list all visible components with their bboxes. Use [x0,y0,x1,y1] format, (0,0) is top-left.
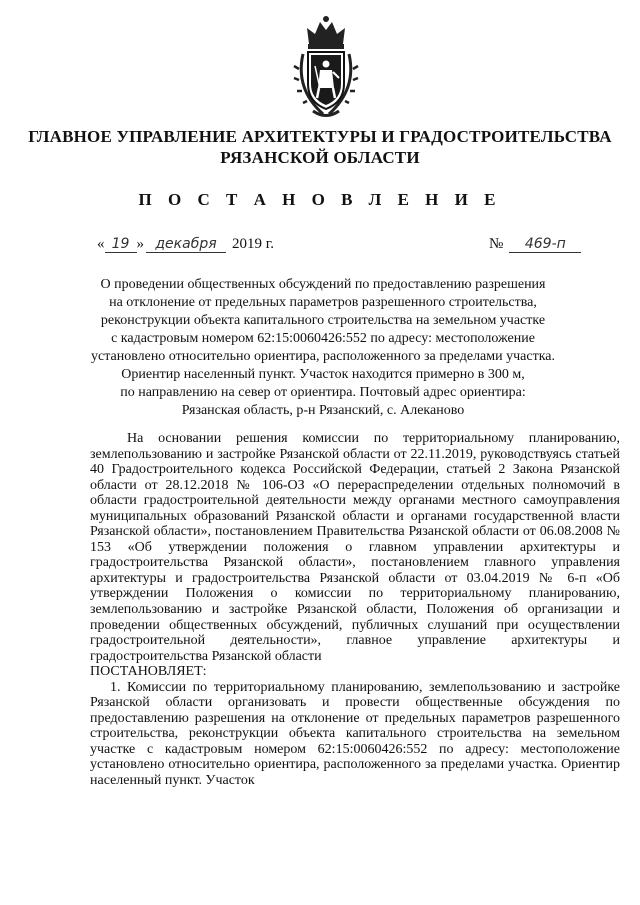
title-line: установлено относительно ориентира, расположенного за пределами участка. [90,349,556,364]
number-label: № [489,236,504,252]
title-line: по направлению на север от ориентира. Почтовый адрес ориентира: [120,385,526,400]
title-line: реконструкции объекта капитального строительства на земельном участке [100,313,546,328]
clause-1: 1. Комиссии по территориальному планированию, землепользованию и застройке Рязанской области организовать и провести общественные обсуждения по предоставлению разрешения на отклонение от предельных параметров разрешенного строительства, реконструкции объекта капитального строительства на земельном участке с кадастровым номером 62:15:0060426:552 по адресу: местоположение установлено относительно ориентира, расположенного за пределами участка. Ориентир населенный пункт. Участок [90,679,620,789]
ryazan-coat-of-arms-icon [293,14,359,122]
document-title [80,276,566,420]
title-line: Рязанская область, р-н Рязанский, с. Алеканово [181,403,465,418]
document-body [90,431,620,789]
title-line: Ориентир населенный пункт. Участок находится примерно в 300 м, [121,367,525,382]
date-day-handwritten: 19 [105,236,137,253]
title-line: с кадастровым номером 62:15:0060426:552 по адресу: местоположение [111,331,535,346]
document-type-heading: П О С Т А Н О В Л Е Н И Е [138,190,502,209]
preamble-paragraph: На основании решения комиссии по территориальному планированию, землепользованию и застройке Рязанской области от 22.11.2019, руководствуясь статьей 40 Градостроительного кодекса Российской Федерации, статьей 2 Закона Рязанской области от 28.12.2018 № 106-ОЗ «О перераспределении отдельных полномочий в области градостроительной деятельности между органами местного самоуправления муниципальных образований Рязанской области и органами государственной власти Рязанской области», постановлением Правительства Рязанской области от 06.08.2008 № 153 «Об утверждении положения о главном управлении архитектуры и градостроительства Рязанской области», постановлением главного управления архитектуры и градостроительства Рязанской области от 03.04.2019 № 6-п «Об утверждении Положения о комиссии по территориальному планированию, землепользованию и застройке Рязанской области, Положения об организации и проведении общественных обсуждений, публичных слушаний при осуществлении градостроительной деятельности», главное управление архитектуры и градостроительства Рязанской области [90,431,620,664]
organization-name: ГЛАВНОЕ УПРАВЛЕНИЕ АРХИТЕКТУРЫ И ГРАДОСТРОИТЕЛЬСТВА [28,127,612,146]
date-close-quote: » [136,236,144,252]
title-line: на отклонение от предельных параметров разрешенного строительства, [109,295,537,310]
date-year: 2019 г. [232,236,274,252]
resolves-heading: ПОСТАНОВЛЯЕТ: [90,664,207,680]
organization-region: РЯЗАНСКОЙ ОБЛАСТИ [220,148,420,167]
document-number [489,236,581,253]
date-month-handwritten: декабря [146,236,226,253]
number-value-handwritten: 469-п [509,236,581,253]
date-open-quote: « [97,236,105,252]
title-line: О проведении общественных обсуждений по предоставлению разрешения [100,277,546,292]
document-date [97,236,274,256]
